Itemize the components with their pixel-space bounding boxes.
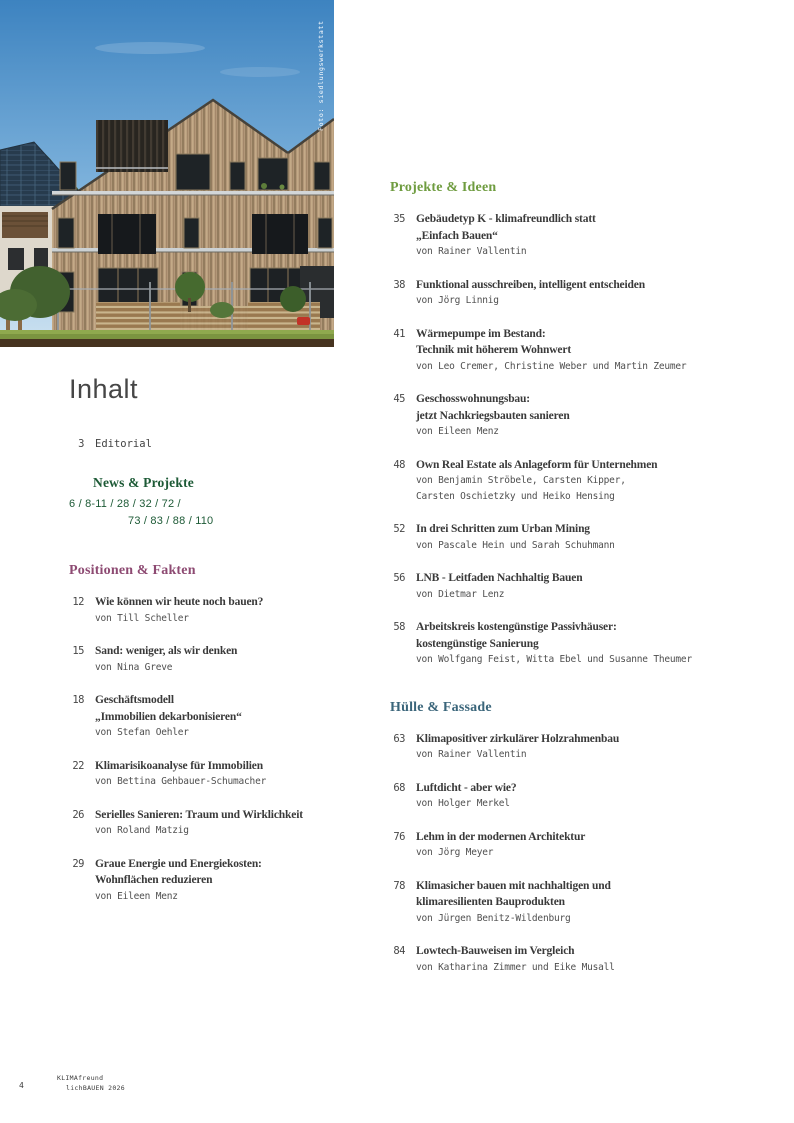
entry-title-line: Wärmepumpe im Bestand:	[416, 327, 546, 340]
entry-byline-line: von Rainer Vallentin	[416, 246, 527, 257]
entry-body	[416, 731, 619, 763]
entry-page-number: 78	[393, 879, 405, 892]
entry-page-number: 18	[72, 694, 84, 706]
entry-title-line: „Einfach Bauen“	[416, 229, 498, 242]
toc-entry	[390, 731, 760, 763]
toc-entry	[69, 807, 374, 839]
toc-section-huelle-und-fassade	[390, 700, 760, 976]
entry-title-line: klimaresilienten Bauprodukten	[416, 896, 565, 908]
toc-section-positionen-und-fakten	[69, 563, 374, 904]
entry-title-line: Serielles Sanieren: Traum und Wirklichkeit	[95, 808, 303, 821]
entry-byline-line: von Bettina Gehbauer-Schumacher	[95, 776, 267, 787]
entry-byline-line: von Eileen Menz	[416, 426, 499, 437]
entry-title-line: Sand: weniger, als wir denken	[95, 645, 238, 657]
toc-entry	[390, 521, 760, 553]
entry-byline-line: von Jörg Meyer	[416, 847, 494, 858]
entry-body	[416, 326, 686, 375]
entry-body	[416, 570, 582, 602]
entry-byline-line: von Till Scheller	[95, 612, 189, 624]
entry-page-number: 52	[393, 523, 405, 535]
entry-title-line: Geschäftsmodell	[95, 694, 174, 706]
entry-byline-line: von Benjamin Ströbele, Carsten Kipper,	[416, 475, 626, 486]
news-projekte-block	[69, 475, 213, 529]
entry-body	[416, 457, 657, 505]
toc-entry	[69, 643, 374, 675]
entry-body	[95, 758, 266, 790]
entry-body	[416, 878, 611, 927]
toc-entry	[390, 878, 760, 927]
entry-page-number: 63	[393, 732, 405, 745]
toc-entry	[390, 943, 760, 975]
entry-title-line: kostengünstige Sanierung	[416, 637, 539, 650]
entry-body	[416, 211, 596, 260]
building-photo-illustration	[0, 0, 334, 347]
entry-byline-line: von Roland Matzig	[95, 825, 189, 836]
news-page-list-line2: 73 / 83 / 88 / 110	[128, 514, 214, 527]
toc-entry	[390, 570, 760, 602]
entry-title-line: LNB - Leitfaden Nachhaltig Bauen	[416, 572, 583, 584]
entry-page-number: 38	[393, 278, 405, 291]
toc-entry	[390, 780, 760, 812]
entry-body	[95, 643, 237, 675]
section-heading-news-projekte: News & Projekte	[93, 475, 194, 490]
entry-title-line: Wie können wir heute noch bauen?	[95, 596, 264, 608]
entry-body	[416, 391, 570, 440]
entry-byline-line: von Holger Merkel	[416, 798, 510, 809]
entry-body	[416, 277, 645, 309]
toc-entry	[69, 594, 374, 626]
entry-body	[416, 619, 692, 668]
entry-title-line: Lehm in der modernen Architektur	[416, 830, 586, 843]
entry-byline-line: von Rainer Vallentin	[416, 749, 527, 760]
entry-byline-line: von Pascale Hein und Sarah Schuhmann	[416, 539, 615, 551]
entry-page-number: 45	[393, 393, 405, 405]
toc-entry	[390, 326, 760, 375]
toc-entry	[69, 692, 374, 741]
entry-page-number: 29	[72, 857, 84, 870]
entry-page-number: 84	[393, 945, 405, 957]
entry-byline-line: von Nina Greve	[95, 661, 173, 673]
entry-byline-line: von Wolfgang Feist, Witta Ebel und Susanne Theumer	[416, 654, 692, 665]
footer-page-number: 4	[19, 1081, 24, 1090]
section-heading-positionen-und-fakten: Positionen & Fakten	[69, 563, 196, 578]
entry-page-number: 48	[393, 458, 405, 471]
page-title: Inhalt	[69, 374, 139, 404]
entry-title-line: Geschosswohnungsbau:	[416, 393, 530, 405]
entry-title-line: In drei Schritten zum Urban Mining	[416, 523, 590, 535]
entry-title-line: Arbeitskreis kostengünstige Passivhäuser:	[416, 621, 617, 633]
entry-title-line: Klimasicher bauen mit nachhaltigen und	[416, 879, 611, 892]
entry-body	[95, 594, 263, 626]
entry-body	[95, 856, 262, 905]
entry-title-line: Luftdicht - aber wie?	[416, 781, 517, 794]
entry-byline-line: von Leo Cremer, Christine Weber und Martin Zeumer	[416, 360, 687, 372]
toc-entry	[390, 277, 760, 309]
entry-byline-line: von Jörg Linnig	[416, 295, 499, 306]
entry-page-number: 35	[393, 213, 405, 225]
entry-page-number: 22	[72, 759, 84, 772]
section-heading-projekte-und-ideen: Projekte & Ideen	[390, 180, 497, 195]
entry-body	[416, 943, 615, 975]
toc-entry	[390, 619, 760, 668]
section-heading-huelle-und-fassade: Hülle & Fassade	[390, 699, 492, 715]
entry-body	[95, 807, 303, 839]
entry-title-line: Lowtech-Bauweisen im Vergleich	[416, 945, 575, 957]
toc-section-projekte-und-ideen	[390, 180, 760, 668]
cover-photo	[0, 0, 334, 347]
entry-title-line: jetzt Nachkriegsbauten sanieren	[416, 409, 570, 422]
entry-byline-line: von Katharina Zimmer und Eike Musall	[416, 961, 615, 973]
news-page-list	[69, 496, 213, 529]
entry-page-number: 12	[72, 596, 84, 608]
entry-body	[416, 829, 585, 861]
entry-byline-line: von Eileen Menz	[95, 890, 178, 902]
news-page-list-line1: 6 / 8-11 / 28 / 32 / 72 /	[69, 498, 181, 510]
entry-title-line: „Immobilien dekarbonisieren“	[95, 710, 242, 723]
entry-byline-line: von Jürgen Benitz-Wildenburg	[416, 912, 571, 924]
entry-title-line: Graue Energie und Energiekosten:	[95, 857, 262, 870]
toc-entry	[69, 758, 374, 790]
entry-page-number: 68	[393, 781, 405, 794]
entry-page-number: 56	[393, 572, 405, 584]
entry-title-line: Klimarisikoanalyse für Immobilien	[95, 759, 263, 772]
entry-title-line: Klimapositiver zirkulärer Holzrahmenbau	[416, 732, 620, 745]
toc-column-right	[390, 180, 760, 992]
toc-entry	[390, 211, 760, 260]
entry-page-number: 26	[72, 808, 84, 821]
toc-entry	[390, 457, 760, 505]
entry-page-number: 41	[393, 327, 405, 340]
toc-entry	[390, 391, 760, 440]
photo-credit: Foto: siedlungswerkstatt	[317, 20, 325, 131]
entry-body	[95, 692, 242, 741]
entry-title: Editorial	[95, 438, 152, 450]
entry-title-line: Technik mit höherem Wohnwert	[416, 344, 572, 356]
entry-byline-line: von Stefan Oehler	[95, 727, 189, 738]
entry-title-line: Own Real Estate als Anlageform für Unternehmen	[416, 458, 658, 471]
entry-byline-line: von Dietmar Lenz	[416, 588, 505, 600]
entry-page-number: 3	[78, 438, 84, 450]
footer-magazine-line2: lichBAUEN 2026	[66, 1083, 125, 1092]
footer-magazine-title	[57, 1074, 125, 1093]
footer-magazine-line1: KLIMAfreund	[57, 1074, 104, 1082]
entry-title-line: Funktional ausschreiben, intelligent entscheiden	[416, 278, 646, 291]
entry-title-line: Wohnflächen reduzieren	[95, 874, 213, 886]
toc-entry	[69, 856, 374, 905]
toc-entry	[390, 829, 760, 861]
entry-body	[416, 521, 615, 553]
toc-entry-editorial	[69, 436, 152, 453]
entry-page-number: 15	[72, 645, 84, 657]
entry-page-number: 76	[393, 830, 405, 843]
entry-byline-line: Carsten Oschietzky und Heiko Hensing	[416, 490, 615, 502]
entry-page-number: 58	[393, 621, 405, 633]
entry-title-line: Gebäudetyp K - klimafreundlich statt	[416, 213, 596, 225]
toc-column-left	[69, 563, 374, 921]
entry-body	[416, 780, 516, 812]
